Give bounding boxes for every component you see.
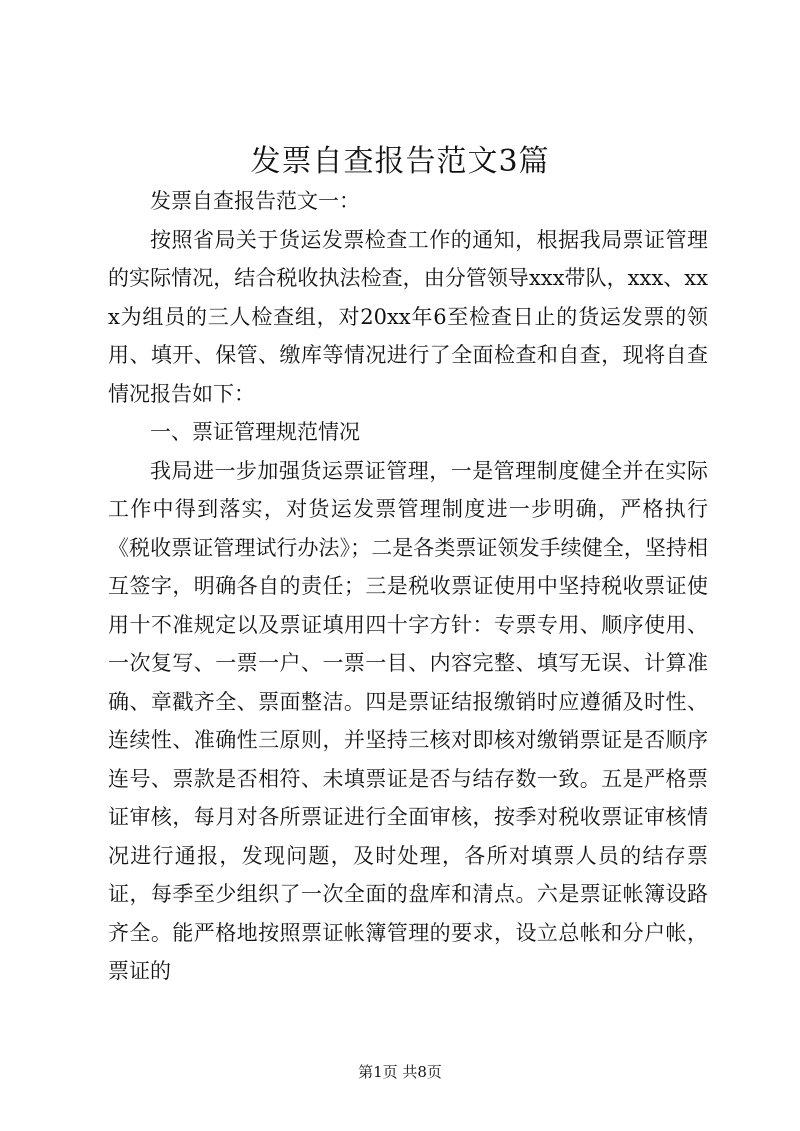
section-heading: 一、票证管理规范情况 — [150, 420, 360, 444]
page-footer: 第1页 共8页 — [358, 1063, 442, 1081]
document-title: 发票自查报告范文3篇 — [250, 144, 550, 179]
paragraph-subtitle: 发票自查报告范文一： — [150, 189, 360, 213]
paragraph-body: 我局进一步加强货运票证管理，一是管理制度健全并在实际工作中得到落实，对货运发票管理制度进一步明确，严格执行《税收票证管理试行办法》；二是各类票证领发手续健全，坚持相互签字，明确各自的责任；三是税收票证使用中坚持税收票证使用十不准规定以及票证填用四十字方针：专票专用、顺序使用、一次复写、一票一户、一票一目、内容完整、填写无误、计算准确、章戳齐全、票面整洁。四是票证结报缴销时应遵循及时性、连续性、准确性三原则，并坚持三核对即核对缴销票证是否顺序连号、票款是否相符、未填票证是否与结存数一致。五是严格票证审核，每月对各所票证进行全面审核，按季对税收票证审核情况进行通报，发现问题，及时处理，各所对填票人员的结存票证，每季至少组织了一次全面的盘库和清点。六是票证帐簿设路齐全。能严格地按照票证帐簿管理的要求，设立总帐和分户帐，票证的 — [108, 458, 708, 983]
document-body — [108, 182, 708, 991]
paragraph-intro: 按照省局关于货运发票检查工作的通知，根据我局票证管理的实际情况，结合税收执法检查，由分管领导xxx带队，xxx、xxx为组员的三人检查组，对20xx年6至检查日止的货运发票的领用、填开、保管、缴库等情况进行了全面检查和自查，现将自查情况报告如下： — [108, 227, 708, 406]
